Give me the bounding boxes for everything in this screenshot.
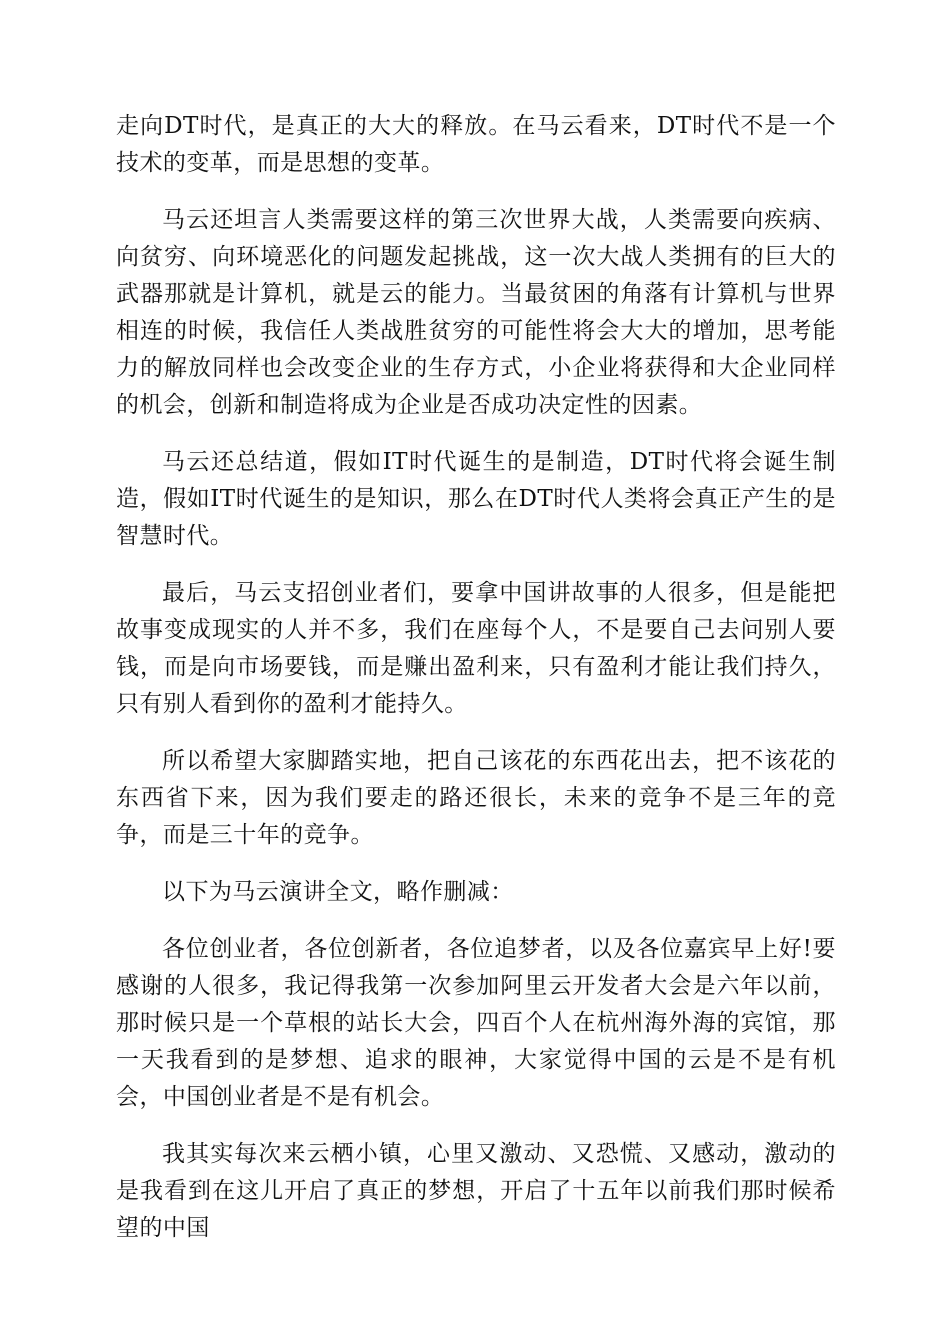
paragraph-summary-it-dt: 马云还总结道，假如IT时代诞生的是制造，DT时代将会诞生制造，假如IT时代诞生的是知识，那么在DT时代人类将会真正产生的是智慧时代。 [116, 449, 836, 549]
paragraph-greeting: 各位创业者，各位创新者，各位追梦者，以及各位嘉宾早上好!要感谢的人很多，我记得我第一次参加阿里云开发者大会是六年以前，那时候只是一个草根的站长大会，四百个人在杭州海外海的宾馆，那一天我看到的是梦想、追求的眼神，大家觉得中国的云是不是有机会，中国创业者是不是有机会。 [116, 936, 836, 1110]
paragraph-down-to-earth: 所以希望大家脚踏实地，把自己该花的东西花出去，把不该花的东西省下来，因为我们要走的路还很长，未来的竞争不是三年的竞争，而是三十年的竞争。 [116, 748, 836, 848]
paragraph-third-world-war: 马云还坦言人类需要这样的第三次世界大战，人类需要向疾病、向贫穷、向环境恶化的问题发起挑战，这一次大战人类拥有的巨大的武器那就是计算机，就是云的能力。当最贫困的角落有计算机与世界相连的时候，我信任人类战胜贫穷的可能性将会大大的增加，思考能力的解放同样也会改变企业的生存方式，小企业将获得和大企业同样的机会，创新和制造将成为企业是否成功决定性的因素。 [116, 207, 836, 418]
document-page [116, 108, 836, 1267]
paragraph-speech-intro: 以下为马云演讲全文，略作删减： [162, 879, 514, 905]
paragraph-dt-era-release: 走向DT时代，是真正的大大的释放。在马云看来，DT时代不是一个技术的变革，而是思想的变革。 [116, 113, 836, 176]
paragraph-yunqi-town: 我其实每次来云栖小镇，心里又激动、又恐慌、又感动，激动的是我看到在这儿开启了真正的梦想，开启了十五年以前我们那时候希望的中国 [116, 1141, 836, 1241]
paragraph-advice-entrepreneurs: 最后，马云支招创业者们，要拿中国讲故事的人很多，但是能把故事变成现实的人并不多，我们在座每个人，不是要自己去问别人要钱，而是向市场要钱，而是赚出盈利来，只有盈利才能让我们持久，只有别人看到你的盈利才能持久。 [116, 580, 836, 717]
